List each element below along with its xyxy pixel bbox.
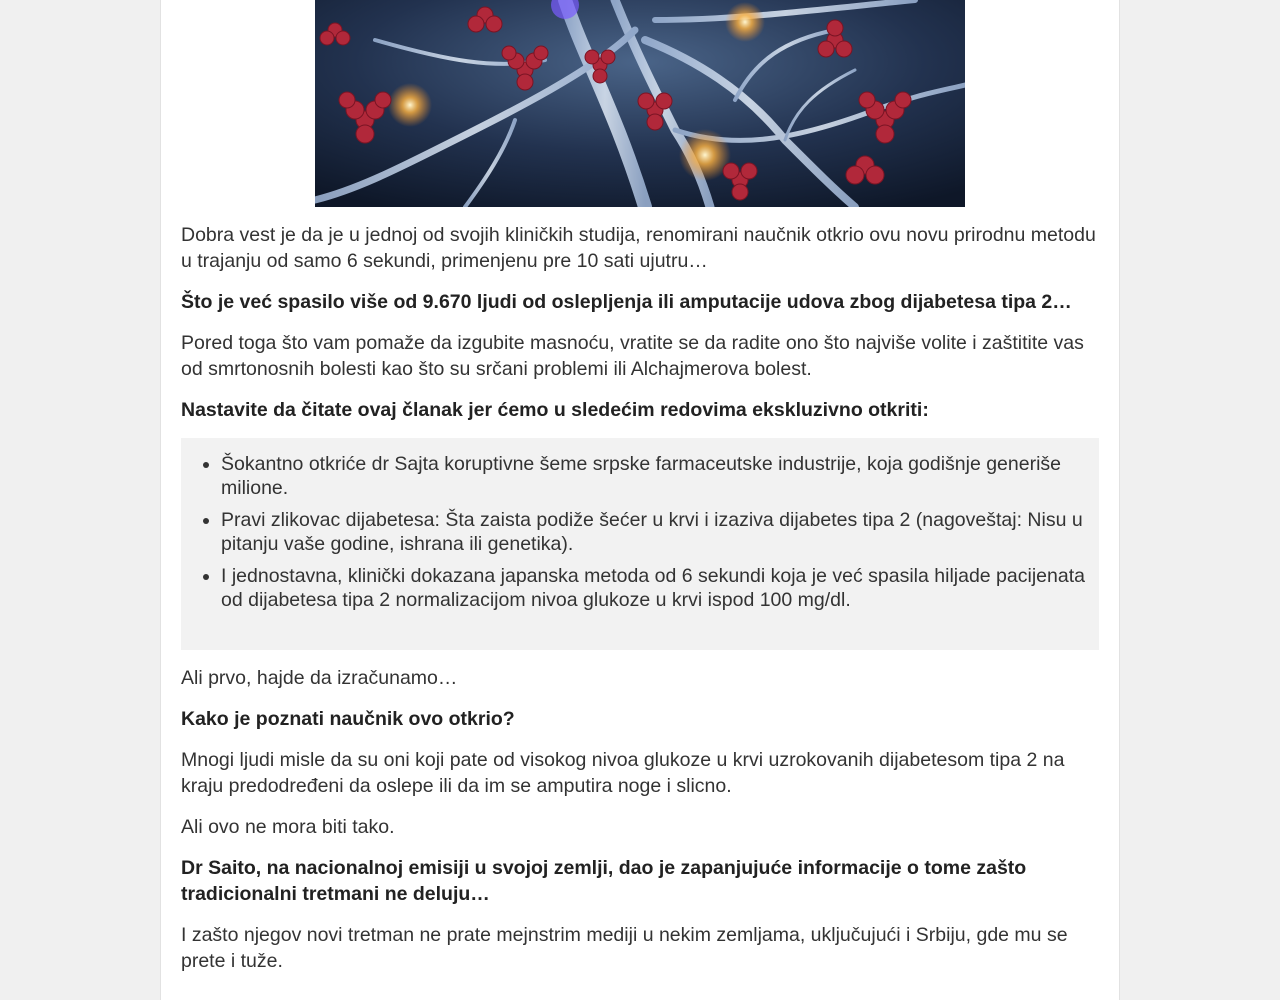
article-bold-paragraph: Dr Saito, na nacionalnoj emisiji u svojoj zemlji, dao je zapanjujuće informacije o tome zašto tradicionalni tretmani ne deluju… [181,857,1027,905]
list-item: Pravi zlikovac dijabetesa: Šta zaista podiže šećer u krvi i izaziva dijabetes tipa 2 (nagoveštaj: Nisu u pitanju vaše godine, ishrana ili genetika). [221,508,1089,556]
article-paragraph: I zašto njegov novi tretman ne prate mejnstrim mediji u nekim zemljama, uključujući i Srbiju, gde mu se prete i tuže. [181,924,1068,972]
list-item: I jednostavna, klinički dokazana japanska metoda od 6 sekundi koja je već spasila hiljade pacijenata od dijabetesa tipa 2 normalizacijom nivoa glukoze u krvi ispod 100 mg/dl. [221,564,1089,612]
article-paragraph: Ali ovo ne mora biti tako. [181,816,395,838]
list-item: Šokantno otkriće dr Sajta koruptivne šeme srpske farmaceutske industrije, koja godišnje generiše milione. [221,452,1089,500]
highlight-list [201,452,1089,612]
neuron-antibody-illustration-icon [315,0,965,207]
article-page [160,0,1120,1000]
article-body [181,222,1099,989]
article-paragraph: Dobra vest je da je u jednoj od svojih kliničkih studija, renomirani naučnik otkrio ovu novu prirodnu metodu u trajanju od samo 6 sekundi, primenjenu pre 10 sati ujutru… [181,224,1096,272]
article-bold-paragraph: Što je već spasilo više od 9.670 ljudi od oslepljenja ili amputacije udova zbog dijabetesa tipa 2… [181,291,1072,313]
article-bold-paragraph: Nastavite da čitate ovaj članak jer ćemo u sledećim redovima ekskluzivno otkriti: [181,399,929,421]
article-paragraph: Ali prvo, hajde da izračunamo… [181,667,458,689]
article-paragraph: Mnogi ljudi misle da su oni koji pate od visokog nivoa glukoze u krvi uzrokovanih dijabetesom tipa 2 na kraju predodređeni da oslepe ili da im se amputira noge i slicno. [181,749,1065,797]
article-paragraph: Pored toga što vam pomaže da izgubite masnoću, vratite se da radite ono što najviše volite i zaštitite vas od smrtonosnih bolesti kao što su srčani problemi ili Alchajmerova bolest. [181,332,1084,380]
highlight-list-box [181,438,1099,650]
article-bold-paragraph: Kako je poznati naučnik ovo otkrio? [181,708,515,730]
article-hero-image [315,0,965,207]
